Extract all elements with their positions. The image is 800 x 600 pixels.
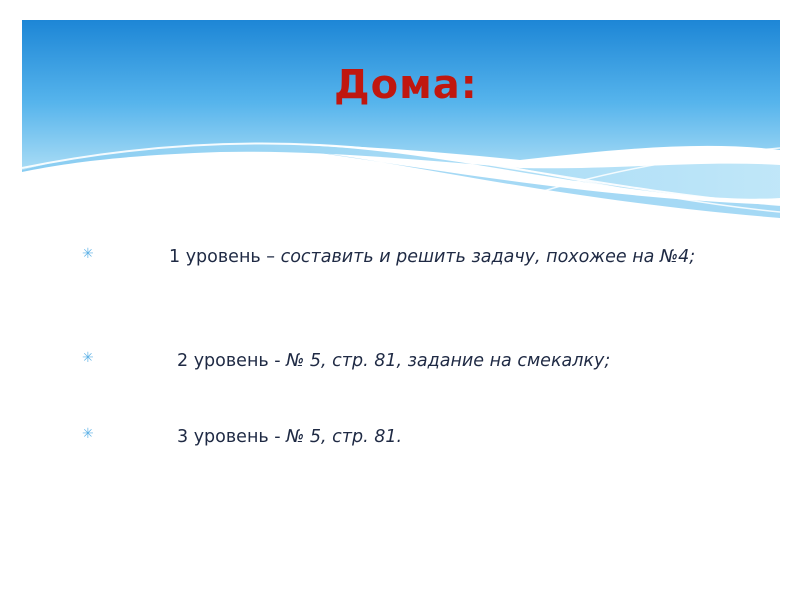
bullet-text: [82, 422, 722, 452]
list-item: [82, 242, 722, 272]
header-wave-background: [0, 0, 800, 230]
task-description: составить и решить задачу, похожее на №4;: [280, 247, 696, 267]
level-prefix: 3 уровень -: [177, 427, 287, 447]
asterisk-bullet-icon: ✳: [82, 350, 94, 366]
asterisk-bullet-icon: ✳: [82, 426, 94, 442]
task-description: № 5, стр. 81.: [286, 427, 403, 447]
slide-title: Дома:: [334, 62, 478, 108]
bullet-text: [82, 242, 722, 272]
level-prefix: 1 уровень –: [169, 247, 281, 267]
asterisk-bullet-icon: ✳: [82, 246, 94, 262]
task-description: № 5, стр. 81, задание на смекалку;: [286, 351, 611, 371]
list-item: [82, 422, 722, 452]
level-prefix: 2 уровень -: [177, 351, 287, 371]
list-item: [82, 346, 722, 376]
bullet-text: [82, 346, 722, 376]
